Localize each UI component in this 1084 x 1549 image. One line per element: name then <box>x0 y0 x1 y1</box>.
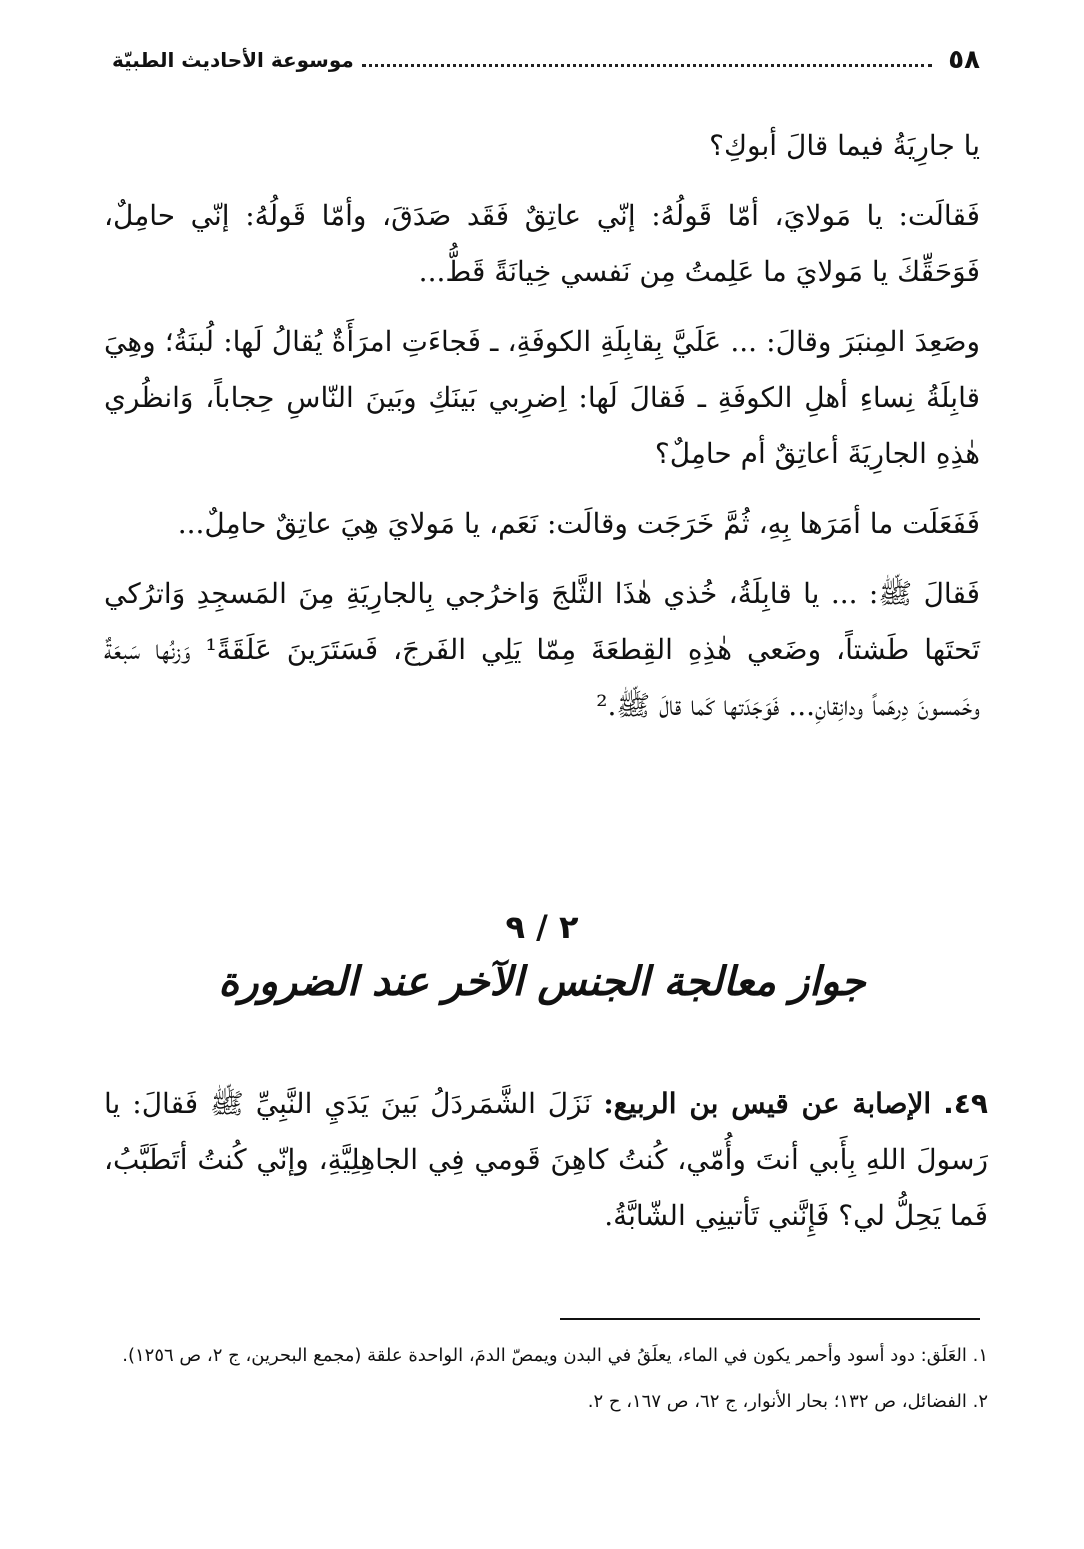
paragraph: فَقالَت: يا مَولايَ، أمّا قَولُهُ: إنّي عاتِقٌ فَقَد صَدَقَ، وأمّا قَولُهُ: إنّي حامِلٌ، فَوَحَقِّكَ يا مَولايَ ما عَلِمتُ مِن نَفسي خِيانَةً قَطُّ... <box>104 199 980 288</box>
page-number: ٥٨ <box>948 45 980 75</box>
header-dot-leader <box>362 54 932 67</box>
paragraph: فَقالَ ﷺ: ... يا قابِلَةُ، خُذي هٰذَا الثَّلجَ وَاخرُجي بِالجارِيَةِ مِنَ المَسجِدِ وَاترُكي تَحتَها طَشتاً، وضَعي هٰذِهِ القِطعَةَ مِمّا يَلِي الفَرجَ، فَسَتَرَينَ عَلَقَةً¹ وَزنُها سَبعَةٌ وخَمسونَ دِرهَماً ودانِقانِ... فَوَجَدَتها كَما قالَ ﷺ.² <box>104 577 980 722</box>
footnote: ١. العَلَق: دود أسود وأحمر يكون في الماء، يعلَقُ في البدن ويمصّ الدمَ، الواحدة علقة (مجمع البحرين، ج ٢، ص ١٢٥٦). <box>122 1345 988 1366</box>
footnote: ٢. الفضائل، ص ١٣٢؛ بحار الأنوار، ج ٦٢، ص ١٦٧، ح ٢. <box>587 1391 988 1412</box>
footnotes <box>104 1338 988 1430</box>
section-title: جواز معالجة الجنس الآخر عند الضرورة <box>218 958 866 1005</box>
book-title: موسوعة الأحاديث الطبيّة <box>112 48 354 72</box>
paragraph: يا جارِيَةُ فيما قالَ أبوكِ؟ <box>709 129 980 162</box>
body-text <box>104 118 980 748</box>
paragraph: فَفَعَلَت ما أمَرَها بِهِ، ثُمَّ خَرَجَت وقالَت: نَعَم، يا مَولايَ هِيَ عاتِقٌ حامِلٌ... <box>177 507 980 540</box>
footnote-divider <box>560 1318 980 1320</box>
hadith-source: الإصابة عن قيس بن الربيع: <box>603 1087 932 1120</box>
running-header <box>112 40 980 80</box>
section-number: ٢ / ٩ <box>505 908 579 946</box>
hadith-entry <box>104 1076 988 1244</box>
hadith-number: ٤٩. <box>943 1087 988 1120</box>
hadith-text: نَزَلَ الشَّمَردَلُ بَينَ يَدَيِ النَّبِيِّ ﷺ فَقالَ: يا رَسولَ اللهِ بِأَبي أنتَ وأُمّي، كُنتُ كاهِنَ قَومي فِي الجاهِلِيَّةِ، وإنّي كُنتُ أتَطَبَّبُ، فَما يَحِلُّ لي؟ فَإِنَّني تَأتينِي الشّابَّةُ. <box>104 1087 988 1232</box>
paragraph: وصَعِدَ المِنبَرَ وقالَ: ... عَلَيَّ بِقابِلَةِ الكوفَةِ، ـ فَجاءَتِ امرَأَةٌ يُقالُ لَها: لُبنَةُ؛ وهِيَ قابِلَةُ نِساءِ أهلِ الكوفَةِ ـ فَقالَ لَها: اِضرِبي بَينَكِ وبَينَ النّاسِ حِجاباً، وَانظُري هٰذِهِ الجارِيَةَ أعاتِقٌ أم حامِلٌ؟ <box>104 325 980 470</box>
